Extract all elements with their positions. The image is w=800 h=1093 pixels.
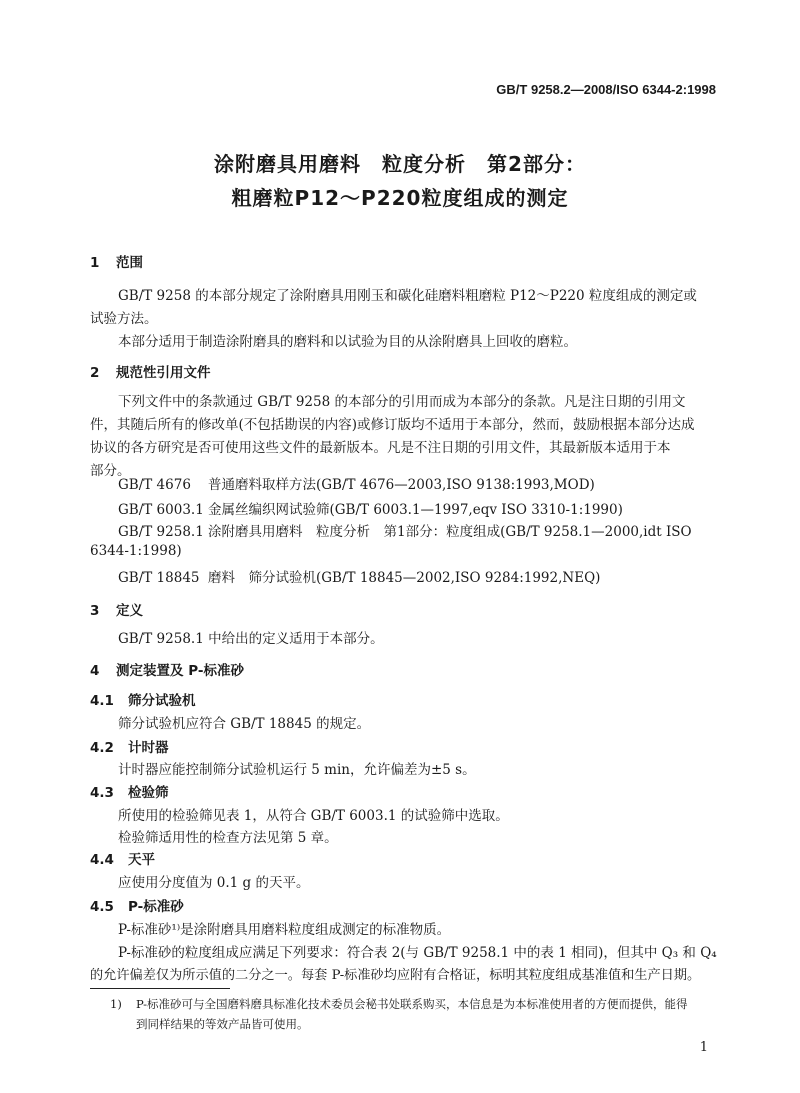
reference-title: 普通磨料取样方法(GB/T 4676—2003,ISO 9138:1993,MOD) xyxy=(208,477,595,493)
standard-code: GB/T 9258.2—2008/ISO 6344-2:1998 xyxy=(496,82,716,97)
page-number: 1 xyxy=(699,1040,708,1055)
paragraph-line: P-标准砂¹⁾是涂附磨具用磨料粒度组成测定的标准物质。 xyxy=(118,922,451,938)
paragraph-line: 协议的各方研究是否可使用这些文件的最新版本。凡是不注日期的引用文件，其最新版本适用于本 xyxy=(90,440,671,456)
paragraph-line: 检验筛适用性的检查方法见第 5 章。 xyxy=(118,830,338,846)
section-4-heading xyxy=(90,659,716,679)
section-title: 测定装置及 P-标准砂 xyxy=(116,663,244,679)
section-1-heading xyxy=(90,251,716,271)
section-title: 定义 xyxy=(116,603,143,619)
section-3-heading xyxy=(90,599,716,619)
paragraph-line: 计时器应能控制筛分试验机运行 5 min，允许偏差为±5 s。 xyxy=(118,762,476,778)
footnote-text: P-标准砂可与全国磨料磨具标准化技术委员会秘书处联系购买，本信息是为本标准使用者的方便而提供，能得 xyxy=(136,997,688,1011)
subsection-number: 4.2 xyxy=(90,740,114,756)
paragraph-line: GB/T 9258 的本部分规定了涂附磨具用刚玉和碳化硅磨料粗磨粒 P12～P220 粒度组成的测定或 xyxy=(118,288,697,304)
subsection-heading xyxy=(90,736,716,756)
subsection-number: 4.5 xyxy=(90,899,114,915)
footnote-continuation: 到同样结果的等效产品皆可使用。 xyxy=(136,1017,309,1031)
subsection-title: 筛分试验机 xyxy=(128,693,196,709)
subsection-heading xyxy=(90,781,716,801)
subsection-number: 4.4 xyxy=(90,852,114,868)
reference-title: 涂附磨具用磨料 粒度分析 第1部分：粒度组成(GB/T 9258.1—2000,idt ISO xyxy=(208,524,692,540)
reference-item xyxy=(118,498,716,518)
paragraph-line: 件，其随后所有的修改单(不包括勘误的内容)或修订版均不适用于本部分，然而，鼓励根据本部分达成 xyxy=(90,417,695,433)
section-number: 2 xyxy=(90,365,100,381)
section-number: 3 xyxy=(90,603,100,619)
paragraph-line: 应使用分度值为 0.1 g 的天平。 xyxy=(118,875,310,891)
reference-continuation: 6344-1:1998) xyxy=(90,543,182,559)
section-title: 范围 xyxy=(116,255,143,271)
reference-item xyxy=(118,520,716,540)
paragraph-line: 所使用的检验筛见表 1，从符合 GB/T 6003.1 的试验筛中选取。 xyxy=(118,808,509,824)
footnote xyxy=(110,996,716,1012)
subsection-heading xyxy=(90,689,716,709)
paragraph-line: 的允许偏差仅为所示值的二分之一。每套 P-标准砂均应附有合格证，标明其粒度组成基准值和生产日期。 xyxy=(90,968,701,983)
reference-item xyxy=(118,473,716,493)
reference-title: 金属丝编织网试验筛(GB/T 6003.1—1997,eqv ISO 3310-1:1990) xyxy=(208,502,623,518)
paragraph-line: GB/T 9258.1 中给出的定义适用于本部分。 xyxy=(118,631,384,647)
reference-code: GB/T 9258.1 xyxy=(118,524,204,540)
paragraph-line: 筛分试验机应符合 GB/T 18845 的规定。 xyxy=(118,716,371,732)
subsection-title: 天平 xyxy=(128,852,155,868)
subsection-heading xyxy=(90,895,716,915)
paragraph-line: 试验方法。 xyxy=(90,311,158,327)
reference-code: GB/T 4676 xyxy=(118,477,191,493)
reference-code: GB/T 6003.1 xyxy=(118,502,204,518)
footnote-divider xyxy=(90,988,230,989)
section-2-heading xyxy=(90,361,716,381)
title-line-1: 涂附磨具用磨料 粒度分析 第2部分： xyxy=(214,152,586,176)
subsection-title: 检验筛 xyxy=(128,785,169,801)
subsection-number: 4.3 xyxy=(90,785,114,801)
subsection-title: P-标准砂 xyxy=(128,899,184,915)
subsection-heading xyxy=(90,848,716,868)
reference-title: 磨料 筛分试验机(GB/T 18845—2002,ISO 9284:1992,NEQ) xyxy=(208,570,601,586)
title-line-2: 粗磨粒P12～P220粒度组成的测定 xyxy=(231,186,569,210)
paragraph-line: 部分。 xyxy=(90,463,131,479)
section-title: 规范性引用文件 xyxy=(116,365,211,381)
subsection-title: 计时器 xyxy=(128,740,169,756)
reference-code: GB/T 18845 xyxy=(118,570,200,586)
footnote-mark: 1) xyxy=(110,997,122,1011)
paragraph-line: P-标准砂的粒度组成应满足下列要求：符合表 2(与 GB/T 9258.1 中的表 1 相同)，但其中 Q₃ 和 Q₄ xyxy=(118,945,717,961)
paragraph-line: 本部分适用于制造涂附磨具的磨料和以试验为目的从涂附磨具上回收的磨粒。 xyxy=(118,334,577,350)
subsection-number: 4.1 xyxy=(90,693,114,709)
section-number: 1 xyxy=(90,255,100,271)
section-number: 4 xyxy=(90,663,100,679)
reference-item xyxy=(118,566,716,586)
paragraph-line: 下列文件中的条款通过 GB/T 9258 的本部分的引用而成为本部分的条款。凡是注日期的引用文 xyxy=(118,394,686,410)
